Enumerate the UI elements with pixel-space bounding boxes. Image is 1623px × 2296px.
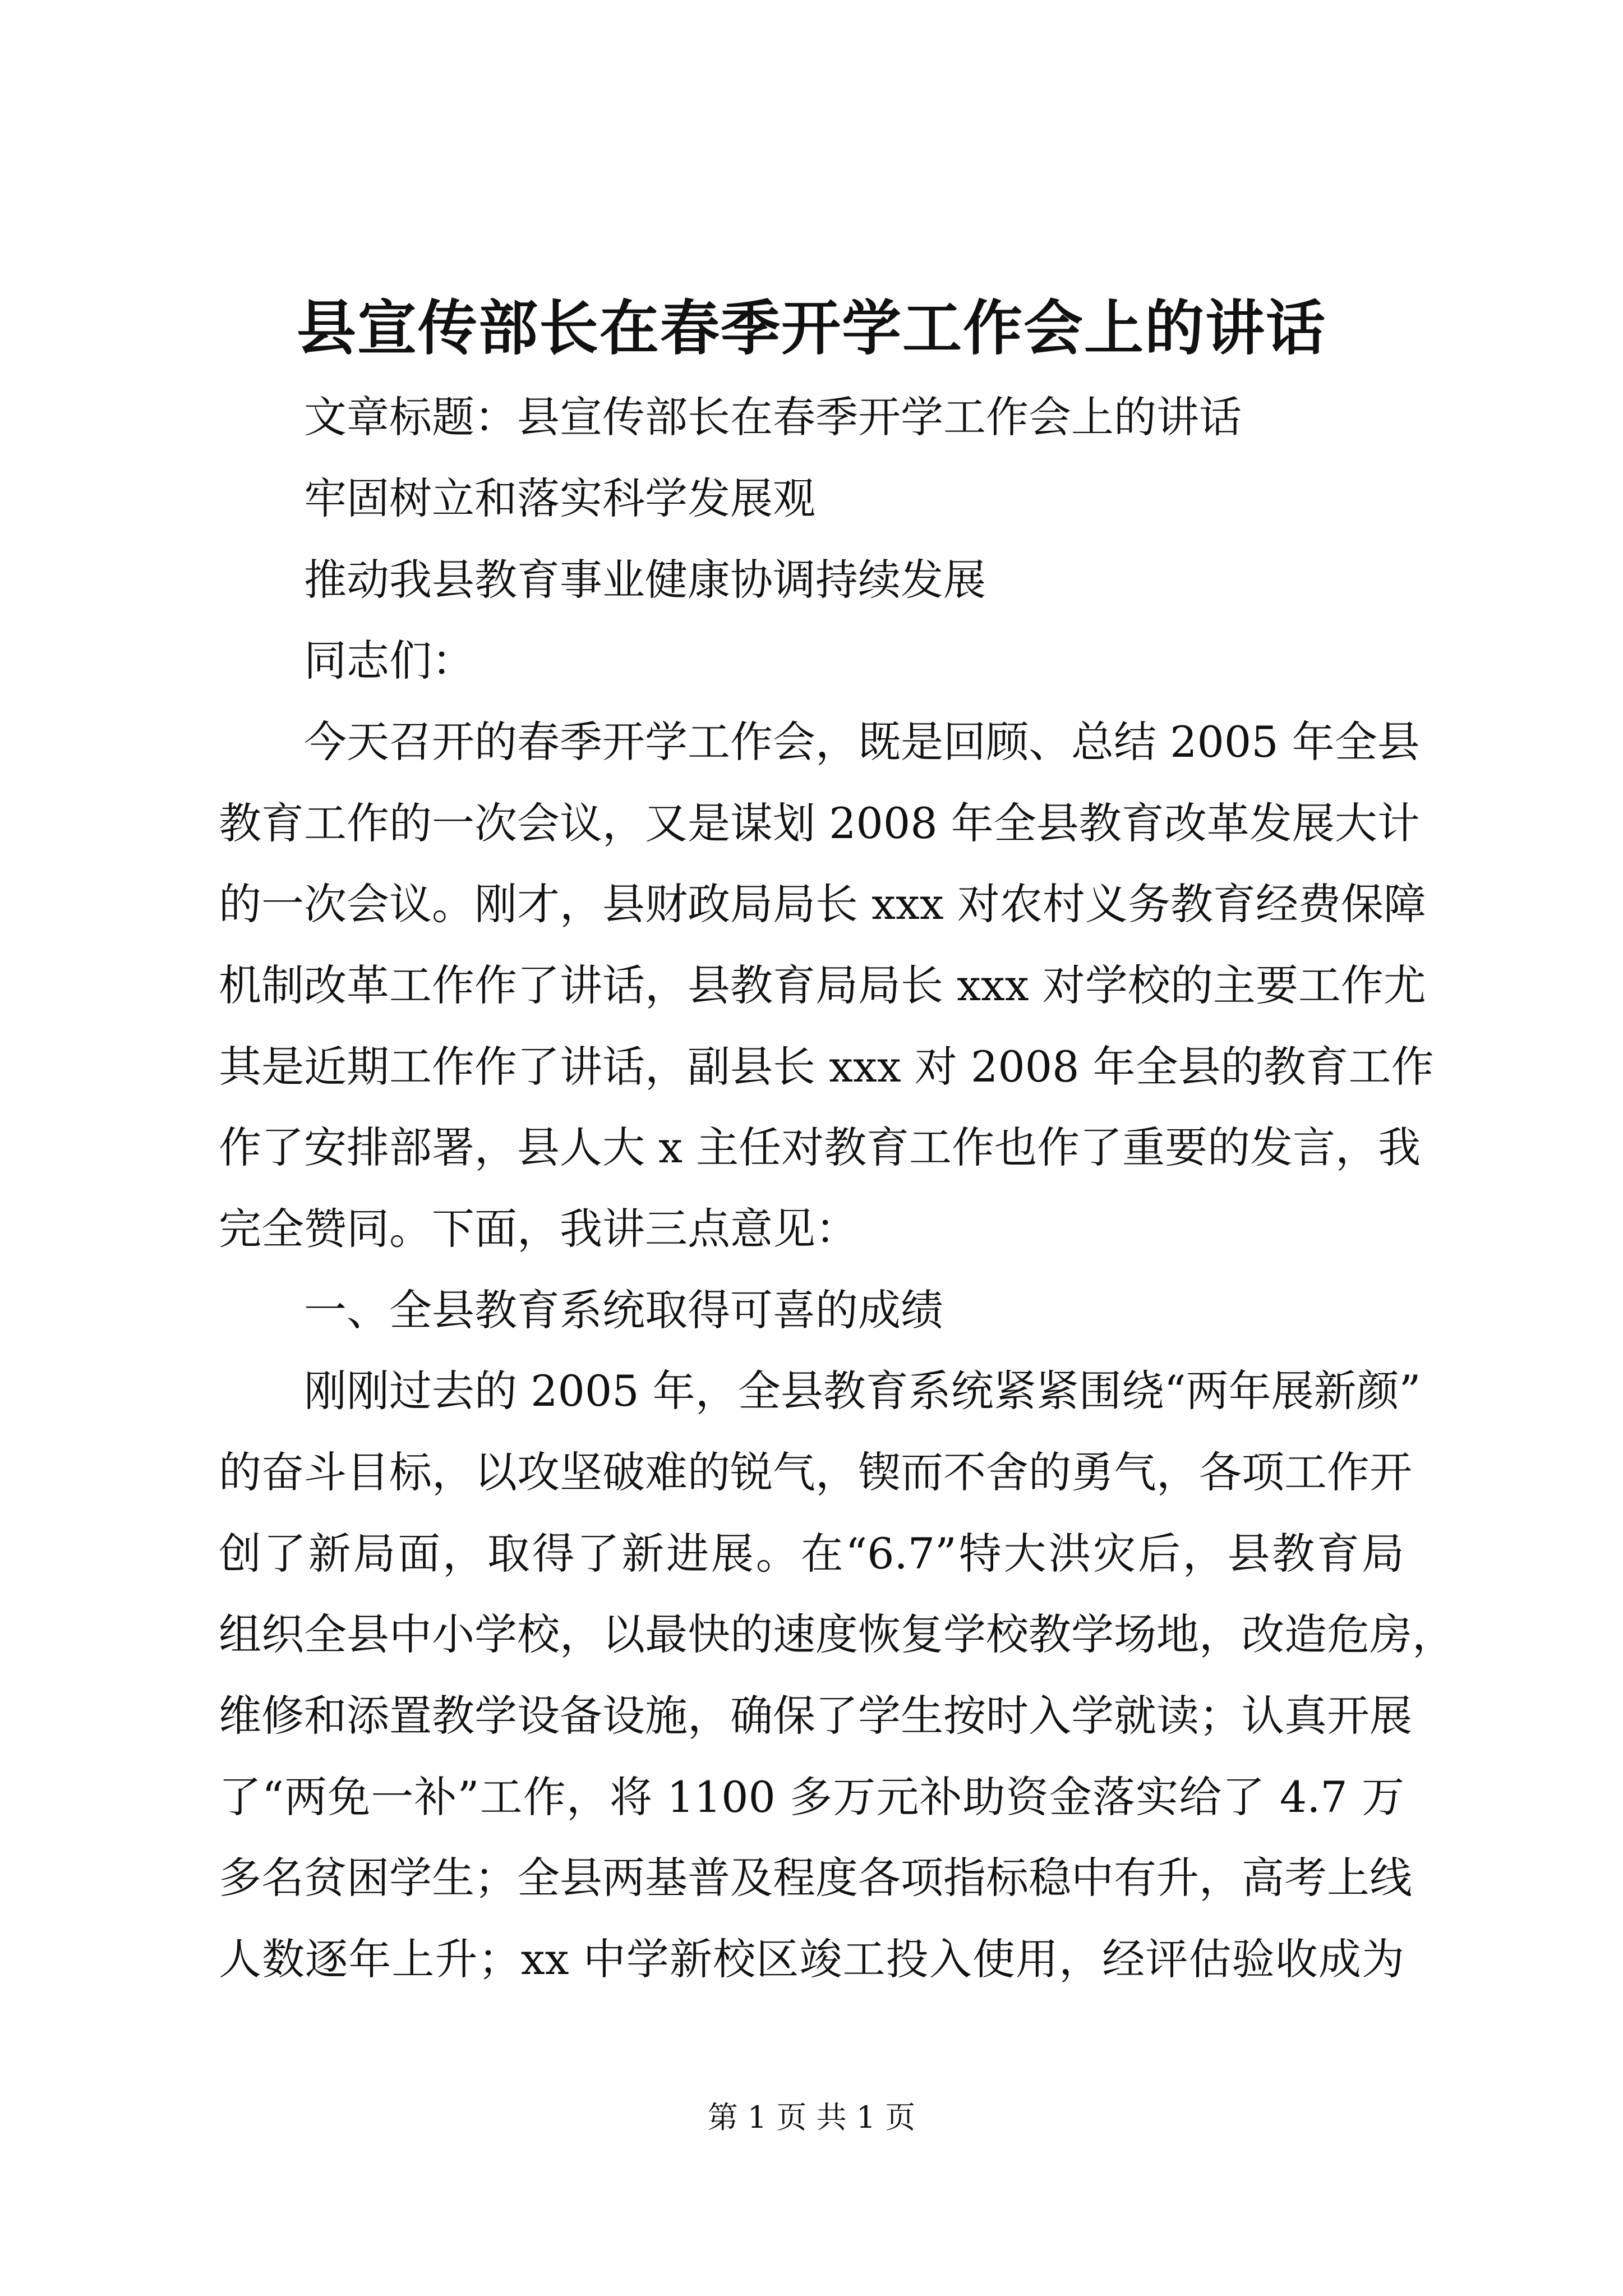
paragraph-line: 的奋斗目标，以攻坚破难的锐气，锲而不舍的勇气，各项工作开 [219, 1447, 1412, 1497]
paragraph-line: 了“两免一补”工作，将 1100 多万元补助资金落实给了 4.7 万 [219, 1772, 1404, 1822]
page-footer: 第 1 页 共 1 页 [707, 2100, 916, 2135]
paragraph-line: 今天召开的春季开学工作会，既是回顾、总结 2005 年全县 [304, 717, 1420, 767]
paragraph-line: 多名贫困学生；全县两基普及程度各项指标稳中有升，高考上线 [219, 1853, 1412, 1903]
section-heading: 一、全县教育系统取得可喜的成绩 [304, 1285, 943, 1335]
paragraph-line: 人数逐年上升；xx 中学新校区竣工投入使用，经评估验收成为 [219, 1934, 1404, 1984]
paragraph-line: 组织全县中小学校，以最快的速度恢复学校教学场地，改造危房， [219, 1609, 1455, 1659]
document-title: 县宣传部长在春季开学工作会上的讲话 [297, 293, 1326, 363]
heading-line: 推动我县教育事业健康协调持续发展 [304, 555, 986, 605]
article-title-line: 文章标题：县宣传部长在春季开学工作会上的讲话 [304, 392, 1242, 442]
paragraph-line: 创了新局面，取得了新进展。在“6.7”特大洪灾后，县教育局 [219, 1529, 1404, 1579]
paragraph-line: 机制改革工作作了讲话，县教育局局长 xxx 对学校的主要工作尤 [219, 960, 1426, 1010]
salutation-line: 同志们： [304, 636, 474, 685]
paragraph-line: 维修和添置教学设备设施，确保了学生按时入学就读；认真开展 [219, 1691, 1412, 1741]
paragraph-line: 完全赞同。下面，我讲三点意见： [219, 1204, 858, 1254]
paragraph-line: 其是近期工作作了讲话，副县长 xxx 对 2008 年全县的教育工作 [219, 1042, 1434, 1092]
paragraph-line: 教育工作的一次会议，又是谋划 2008 年全县教育改革发展大计 [219, 798, 1420, 848]
paragraph-line: 的一次会议。刚才，县财政局局长 xxx 对农村义务教育经费保障 [219, 879, 1426, 929]
paragraph-line: 作了安排部署，县人大 x 主任对教育工作也作了重要的发言，我 [219, 1122, 1421, 1172]
heading-line: 牢固树立和落实科学发展观 [304, 473, 815, 523]
paragraph-line: 刚刚过去的 2005 年，全县教育系统紧紧围绕“两年展新颜” [304, 1366, 1421, 1416]
